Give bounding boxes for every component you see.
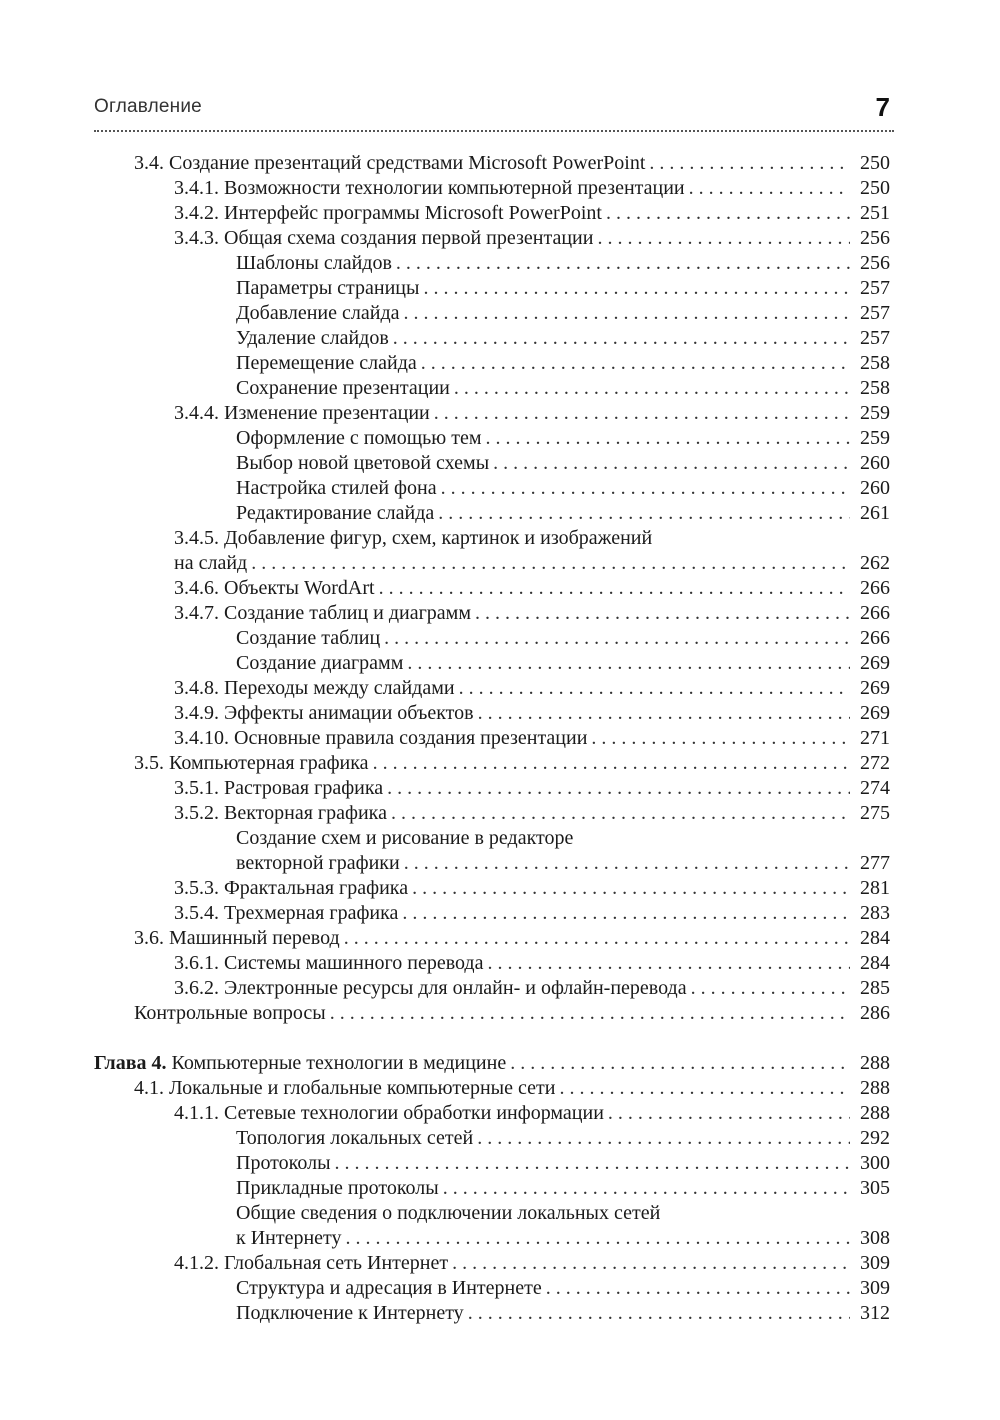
toc-page-number: 257 <box>860 327 890 349</box>
toc-entry <box>94 301 890 326</box>
toc-entry <box>94 426 890 451</box>
toc-page-number: 284 <box>860 952 890 974</box>
toc-entry <box>94 776 890 801</box>
toc-page-number: 309 <box>860 1252 890 1274</box>
toc-dot-leader <box>346 1226 850 1251</box>
toc-page-number: 309 <box>860 1277 890 1299</box>
toc-entry-title <box>134 751 369 776</box>
toc-dot-leader <box>689 176 850 201</box>
toc-dot-leader <box>459 676 850 701</box>
toc-page-number: 285 <box>860 977 890 999</box>
toc-entry-title <box>236 1126 473 1151</box>
toc-page-number: 257 <box>860 302 890 324</box>
toc-page-number: 292 <box>860 1127 890 1149</box>
toc-entry-text: 3.4.2. Интерфейс программы Microsoft PowerPoint <box>174 202 602 224</box>
toc-entry-text: Добавление слайда <box>236 302 400 324</box>
toc-entry-text: 3.5.2. Векторная графика <box>174 802 387 824</box>
toc-entry-title <box>236 276 419 301</box>
toc-entry-text: Подключение к Интернету <box>236 1302 464 1324</box>
toc-entry-text: 3.5. Компьютерная графика <box>134 752 369 774</box>
toc-entry-title <box>94 1051 506 1076</box>
toc-page-number: 284 <box>860 927 890 949</box>
toc-dot-leader <box>402 901 850 926</box>
toc-page-number: 250 <box>860 152 890 174</box>
toc-page-number: 257 <box>860 277 890 299</box>
toc-entry <box>94 276 890 301</box>
toc-entry-title <box>236 326 389 351</box>
toc-entry <box>94 201 890 226</box>
toc-dot-leader <box>396 251 850 276</box>
toc-entry <box>94 251 890 276</box>
toc-dot-leader <box>546 1276 850 1301</box>
toc-entry <box>94 951 890 976</box>
toc-entry-text: 3.5.4. Трехмерная графика <box>174 902 399 924</box>
toc-entry-text: Топология локальных сетей <box>236 1127 474 1149</box>
toc-page-number: 277 <box>860 852 890 874</box>
toc-entry-title <box>236 351 417 376</box>
toc-entry <box>94 551 890 576</box>
toc-dot-leader <box>608 1101 850 1126</box>
toc-entry-title <box>174 526 652 551</box>
toc-dot-leader <box>477 1126 850 1151</box>
toc-entry-title <box>174 176 685 201</box>
toc-dot-leader <box>452 1251 850 1276</box>
toc-entry-text: Выбор новой цветовой схемы <box>236 452 490 474</box>
toc-dot-leader <box>412 876 850 901</box>
toc-page-number: 275 <box>860 802 890 824</box>
toc-page-number: 269 <box>860 677 890 699</box>
toc-page-number: 259 <box>860 402 890 424</box>
toc-entry-title <box>236 451 489 476</box>
toc-dot-leader <box>478 701 850 726</box>
toc-dot-leader <box>391 801 850 826</box>
toc-entry-text: 3.4.1. Возможности технологии компьютерной презентации <box>174 177 685 199</box>
toc-entry <box>94 176 890 201</box>
toc-page-number: 256 <box>860 227 890 249</box>
toc-entry-text: на слайд <box>174 552 248 574</box>
toc-entry <box>94 826 890 851</box>
toc-entry-text: Создание диаграмм <box>236 652 404 674</box>
toc-entry <box>94 601 890 626</box>
toc-dot-leader <box>487 951 850 976</box>
toc-page-number: 312 <box>860 1302 890 1324</box>
toc-entry-title <box>174 701 474 726</box>
toc-entry-title <box>236 851 400 876</box>
toc-entry <box>94 751 890 776</box>
toc-entry-title <box>236 651 403 676</box>
toc-entry-title <box>174 226 593 251</box>
toc-entry <box>94 151 890 176</box>
toc-page-number: 266 <box>860 627 890 649</box>
running-header <box>94 92 894 136</box>
toc-dot-leader <box>379 576 850 601</box>
toc-entry-text: Общие сведения о подключении локальных сетей <box>236 1202 661 1224</box>
toc-entry-text: 3.4. Создание презентаций средствами Microsoft PowerPoint <box>134 152 646 174</box>
toc-dot-leader <box>434 401 850 426</box>
toc-entry-title <box>236 376 450 401</box>
toc-dot-leader <box>407 651 850 676</box>
toc-entry-text: 4.1.1. Сетевые технологии обработки информации <box>174 1102 604 1124</box>
toc-entry-title <box>174 576 375 601</box>
toc-entry-text: Оформление с помощью тем <box>236 427 482 449</box>
toc-entry <box>94 326 890 351</box>
toc-entry-title <box>236 476 437 501</box>
toc-entry-title <box>134 151 645 176</box>
toc-entry <box>94 1276 890 1301</box>
toc-entry-title <box>236 1201 660 1226</box>
toc-entry-text: 3.4.8. Переходы между слайдами <box>174 677 455 699</box>
toc-dot-leader <box>393 326 850 351</box>
toc-page-number: 258 <box>860 352 890 374</box>
toc-page-number: 262 <box>860 552 890 574</box>
toc-entry-title <box>174 876 408 901</box>
toc-entry-title <box>236 1176 439 1201</box>
toc-entry-text: 3.4.4. Изменение презентации <box>174 402 430 424</box>
toc-page-number: 269 <box>860 702 890 724</box>
toc-entry-title <box>236 1276 542 1301</box>
toc-page-number: 288 <box>860 1052 890 1074</box>
toc-entry-title <box>174 201 602 226</box>
toc-dot-leader <box>454 376 850 401</box>
toc-entry-text: Контрольные вопросы <box>134 1002 326 1024</box>
toc-dot-leader <box>597 226 850 251</box>
toc-entry <box>94 1226 890 1251</box>
toc-dot-leader <box>344 926 850 951</box>
toc-page-number: 259 <box>860 427 890 449</box>
toc-entry-text: Параметры страницы <box>236 277 420 299</box>
toc-entry <box>94 376 890 401</box>
toc-page-number: 258 <box>860 377 890 399</box>
toc-page-number: 261 <box>860 502 890 524</box>
toc-dot-leader <box>438 501 850 526</box>
toc-entry-title <box>134 1076 555 1101</box>
toc-entry-title <box>236 1301 464 1326</box>
toc-page-number: 269 <box>860 652 890 674</box>
toc-page-number: 305 <box>860 1177 890 1199</box>
toc-entry-title <box>174 601 471 626</box>
toc-entry-title <box>174 676 455 701</box>
toc-entry <box>94 626 890 651</box>
toc-entry-title <box>236 1151 331 1176</box>
toc-entry-text: 3.4.3. Общая схема создания первой презентации <box>174 227 594 249</box>
toc-entry-title <box>174 801 387 826</box>
toc-entry-title <box>134 1001 326 1026</box>
toc-entry <box>94 1051 890 1076</box>
toc-entry <box>94 351 890 376</box>
toc-entry <box>94 651 890 676</box>
toc-entry-text: 3.4.5. Добавление фигур, схем, картинок и изображений <box>174 527 653 549</box>
toc-dot-leader <box>510 1051 850 1076</box>
toc-dot-leader <box>423 276 850 301</box>
toc-entry-text: 3.5.3. Фрактальная графика <box>174 877 409 899</box>
toc-entry-title <box>174 401 430 426</box>
toc-entry <box>94 526 890 551</box>
toc-page-number: 281 <box>860 877 890 899</box>
toc-entry <box>94 701 890 726</box>
toc-entry <box>94 401 890 426</box>
toc-page-number: 274 <box>860 777 890 799</box>
toc-entry-title <box>236 251 392 276</box>
toc-entry <box>94 676 890 701</box>
toc-entry <box>94 1301 890 1326</box>
toc-page-number: 272 <box>860 752 890 774</box>
toc-dot-leader <box>384 626 850 651</box>
toc-entry <box>94 726 890 751</box>
toc-entry-title <box>134 926 340 951</box>
toc-dot-leader <box>691 976 850 1001</box>
toc-entry-text: Компьютерные технологии в медицине <box>166 1052 507 1074</box>
toc-entry-title <box>174 726 587 751</box>
toc-entry-text: 3.6.1. Системы машинного перевода <box>174 952 484 974</box>
toc-entry <box>94 901 890 926</box>
toc-entry-text: Протоколы <box>236 1152 331 1174</box>
toc-dot-leader <box>475 601 850 626</box>
toc-dot-leader <box>251 551 850 576</box>
toc-entry-text: Прикладные протоколы <box>236 1177 439 1199</box>
toc-entry-title <box>174 551 247 576</box>
toc-entry-text: векторной графики <box>236 852 400 874</box>
toc-entry <box>94 876 890 901</box>
toc-page-number: 288 <box>860 1102 890 1124</box>
toc-entry <box>94 1101 890 1126</box>
toc-entry-text: 3.6. Машинный перевод <box>134 927 340 949</box>
toc-entry-text: 3.6.2. Электронные ресурсы для онлайн- и офлайн-перевода <box>174 977 687 999</box>
toc-entry-text: Редактирование слайда <box>236 502 435 524</box>
toc-dot-leader <box>421 351 850 376</box>
toc-entry-title <box>174 1101 604 1126</box>
toc-entry <box>94 1201 890 1226</box>
toc-entry-text: Перемещение слайда <box>236 352 417 374</box>
toc-entry <box>94 1001 890 1026</box>
toc-dot-leader <box>404 301 850 326</box>
toc-entry-text: 3.4.9. Эффекты анимации объектов <box>174 702 474 724</box>
header-page-number: 7 <box>875 92 890 122</box>
toc-entry <box>94 851 890 876</box>
toc-entry <box>94 801 890 826</box>
toc-dot-leader <box>373 751 850 776</box>
toc-page-number: 300 <box>860 1152 890 1174</box>
toc-entry <box>94 226 890 251</box>
toc-chapter-label: Глава 4. <box>94 1052 167 1074</box>
toc-page-number: 266 <box>860 602 890 624</box>
toc-entry <box>94 1076 890 1101</box>
toc-page-number: 260 <box>860 452 890 474</box>
toc-dot-leader <box>649 151 850 176</box>
toc-entry-text: Сохранение презентации <box>236 377 450 399</box>
toc-entry-text: Создание таблиц <box>236 627 381 649</box>
toc-page-number: 260 <box>860 477 890 499</box>
header-dotted-rule <box>94 130 894 132</box>
toc-entry-title <box>174 776 383 801</box>
toc-dot-leader <box>335 1151 850 1176</box>
toc-entry <box>94 1151 890 1176</box>
toc-entry-title <box>236 826 573 851</box>
toc-page-number: 286 <box>860 1002 890 1024</box>
toc-entry-text: Структура и адресация в Интернете <box>236 1277 542 1299</box>
toc-dot-leader <box>591 726 850 751</box>
toc-entry-text: Создание схем и рисование в редакторе <box>236 827 574 849</box>
toc-entry <box>94 1126 890 1151</box>
toc-dot-leader <box>330 1001 850 1026</box>
toc-entry <box>94 1176 890 1201</box>
toc-entry-text: к Интернету <box>236 1227 342 1249</box>
toc-page-number: 283 <box>860 902 890 924</box>
toc-entry-title <box>236 501 434 526</box>
toc-entry <box>94 1251 890 1276</box>
toc-entry-text: 3.5.1. Растровая графика <box>174 777 384 799</box>
toc-page-number: 250 <box>860 177 890 199</box>
toc-entry-title <box>236 626 380 651</box>
toc-entry-text: Шаблоны слайдов <box>236 252 392 274</box>
toc-dot-leader <box>468 1301 850 1326</box>
toc-entry-text: Настройка стилей фона <box>236 477 437 499</box>
toc-dot-leader <box>493 451 850 476</box>
toc-entry-text: 3.4.10. Основные правила создания презентации <box>174 727 588 749</box>
toc-dot-leader <box>404 851 850 876</box>
toc-dot-leader <box>441 476 850 501</box>
toc-entry <box>94 501 890 526</box>
toc-entry-title <box>236 301 400 326</box>
toc-entry-text: 4.1. Локальные и глобальные компьютерные сети <box>134 1077 556 1099</box>
toc-entry-title <box>174 901 398 926</box>
toc-page-number: 288 <box>860 1077 890 1099</box>
toc-page-number: 271 <box>860 727 890 749</box>
toc-page-number: 256 <box>860 252 890 274</box>
toc-page-number: 308 <box>860 1227 890 1249</box>
toc-entry <box>94 476 890 501</box>
table-of-contents <box>94 151 890 1326</box>
toc-entry-title <box>174 976 687 1001</box>
toc-entry <box>94 451 890 476</box>
toc-dot-leader <box>559 1076 850 1101</box>
toc-page-number: 266 <box>860 577 890 599</box>
toc-dot-leader <box>606 201 850 226</box>
toc-entry-text: 3.4.7. Создание таблиц и диаграмм <box>174 602 471 624</box>
toc-entry <box>94 976 890 1001</box>
header-title: Оглавление <box>94 96 202 117</box>
toc-dot-leader <box>387 776 850 801</box>
toc-dot-leader <box>443 1176 850 1201</box>
toc-entry-text: 4.1.2. Глобальная сеть Интернет <box>174 1252 449 1274</box>
toc-dot-leader <box>486 426 851 451</box>
toc-entry-text: Удаление слайдов <box>236 327 389 349</box>
toc-page-number: 251 <box>860 202 890 224</box>
toc-entry <box>94 576 890 601</box>
toc-entry-title <box>236 1226 342 1251</box>
toc-entry <box>94 926 890 951</box>
toc-entry-text: 3.4.6. Объекты WordArt <box>174 577 375 599</box>
toc-entry-title <box>174 1251 448 1276</box>
toc-entry-title <box>236 426 482 451</box>
toc-entry-title <box>174 951 483 976</box>
